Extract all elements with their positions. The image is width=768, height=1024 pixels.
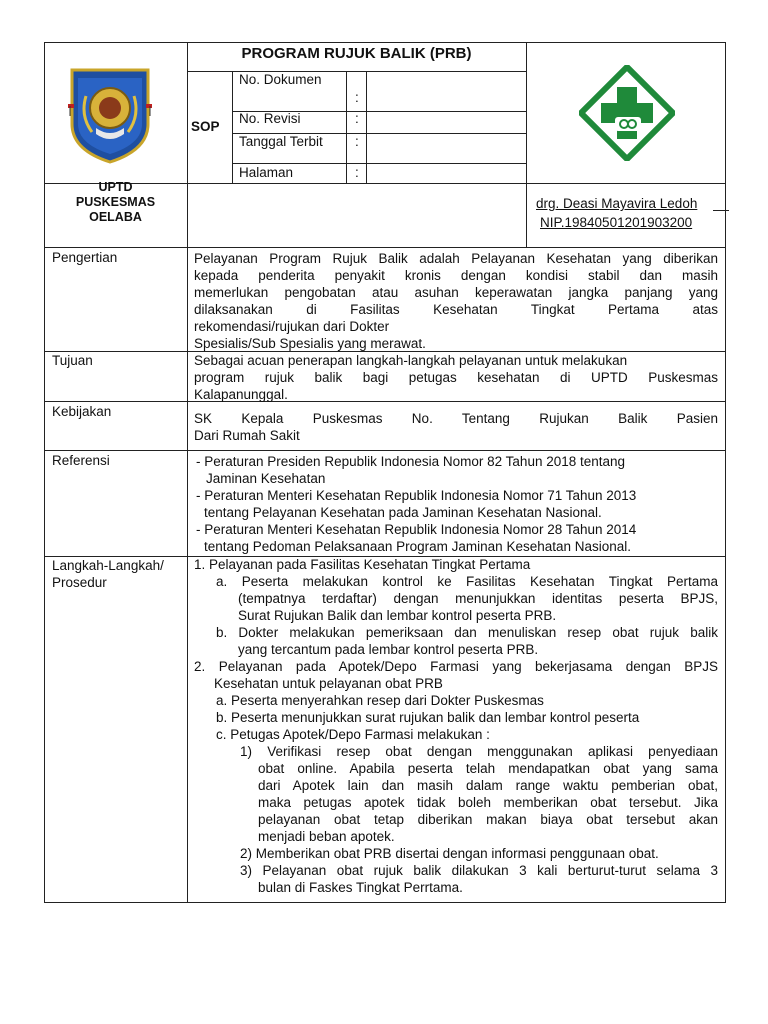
text-line: program rujuk balik bagi petugas kesehatan di UPTD Puskesmas: [194, 370, 718, 385]
text-line: maka petugas apotek tidak boleh memberikan obat tersebut. Jika: [258, 795, 718, 810]
text-line: 1) Verifikasi resep obat dengan menggunakan aplikasi penyediaan: [240, 744, 718, 759]
signer-underline-extension: [713, 210, 729, 211]
text-line: Jaminan Kesehatan: [206, 471, 326, 486]
text-line: dilaksanakan di Fasilitas Kesehatan Tingkat Pertama atas: [194, 302, 718, 317]
text-line: 1. Pelayanan pada Fasilitas Kesehatan Tingkat Pertama: [194, 557, 531, 572]
signer-column-divider: [526, 183, 527, 247]
signer-nip: NIP.19840501201903200: [540, 215, 693, 230]
text-line: rekomendasi/rujukan dari Dokter: [194, 319, 390, 334]
document-title: PROGRAM RUJUK BALIK (PRB): [241, 45, 472, 62]
text-line: dari Apotek lain dan masih dalam range waktu pemberian obat,: [258, 778, 718, 793]
text-line: Sebagai acuan penerapan langkah-langkah pelayanan untuk melakukan: [194, 353, 628, 368]
field-colon-divider: [346, 71, 347, 183]
field-label-no-dokumen: No. Dokumen: [239, 72, 322, 87]
field-label-no-revisi: No. Revisi: [239, 111, 301, 126]
puskesmas-logo: [579, 65, 675, 161]
table-border-top: [44, 42, 726, 43]
text-line: 2) Memberikan obat PRB disertai dengan informasi penggunaan obat.: [240, 846, 659, 861]
table-border-right: [725, 42, 726, 903]
org-line: OELABA: [89, 210, 142, 224]
field-label-tanggal-terbit: Tanggal Terbit: [239, 134, 323, 149]
text-line: Kalapanunggal.: [194, 387, 288, 402]
org-line: UPTD: [98, 180, 133, 194]
field-label-halaman: Halaman: [239, 165, 294, 180]
text-line: yang tercantum pada lembar kontrol peserta PRB.: [238, 642, 539, 657]
text-line: a. Peserta melakukan kontrol ke Fasilitas Kesehatan Tingkat Pertama: [216, 574, 718, 589]
text-line: memerlukan pengobatan atau asuhan keperawatan jangka panjang yang: [194, 285, 718, 300]
text-line: Surat Rujukan Balik dan lembar kontrol peserta PRB.: [238, 608, 557, 623]
text-line: - Peraturan Menteri Kesehatan Republik Indonesia Nomor 28 Tahun 2014: [196, 522, 637, 537]
table-border-bottom: [44, 902, 726, 903]
text-line: Spesialis/Sub Spesialis yang merawat.: [194, 336, 426, 351]
text-line: b. Dokter melakukan pemeriksaan dan menuliskan resep obat rujuk balik: [216, 625, 718, 640]
text-line: a. Peserta menyerahkan resep dari Dokter Puskesmas: [216, 693, 544, 708]
text-line: tentang Pelayanan Kesehatan pada Jaminan Kesehatan Nasional.: [204, 505, 602, 520]
text-line: kepada penderita penyakit kronis dengan kondisi stabil dan masih: [194, 268, 718, 283]
label-kebijakan: Kebijakan: [52, 404, 112, 419]
text-line: 3) Pelayanan obat rujuk balik dilakukan 3 kali berturut-turut selama 3: [240, 863, 718, 878]
label-line: Prosedur: [52, 575, 107, 590]
org-name: [44, 180, 187, 225]
text-line: tentang Pedoman Pelaksanaan Program Jaminan Kesehatan Nasional.: [204, 539, 632, 554]
text-line: b. Peserta menunjukkan surat rujukan balik dan lembar kontrol peserta: [216, 710, 640, 725]
label-tujuan: Tujuan: [52, 353, 93, 368]
field-colon-no-revisi: :: [355, 111, 359, 126]
org-column-divider: [187, 183, 188, 247]
text-line: (tempatnya terdaftar) dengan menunjukkan identitas peserta BPJS,: [238, 591, 718, 606]
tujuan-text: [194, 352, 718, 403]
field-colon-tanggal-terbit: :: [355, 134, 359, 149]
title-divider: [187, 71, 526, 72]
label-langkah: [52, 557, 184, 591]
text-line: Dari Rumah Sakit: [194, 428, 300, 443]
text-line: Pelayanan Program Rujuk Balik adalah Pelayanan Kesehatan yang diberikan: [194, 251, 718, 266]
field-row-divider-3: [232, 163, 526, 164]
text-line: SK Kepala Puskesmas No. Tentang Rujukan Balik Pasien: [194, 411, 718, 426]
text-line: pelayanan obat tetap diberikan makan biaya obat tersebut akan: [258, 812, 718, 827]
sop-column-divider: [232, 71, 233, 183]
row-line-pengertian: [44, 247, 726, 248]
regency-emblem-logo: [66, 66, 154, 164]
text-line: bulan di Faskes Tingkat Perrtama.: [258, 880, 463, 895]
sop-label: SOP: [191, 119, 220, 134]
langkah-text: [194, 556, 718, 896]
right-logo-divider: [526, 42, 527, 183]
text-line: Kesehatan untuk pelayanan obat PRB: [214, 676, 443, 691]
text-line: - Peraturan Presiden Republik Indonesia Nomor 82 Tahun 2018 tentang: [196, 454, 626, 469]
field-colon-no-dokumen: :: [355, 90, 359, 105]
text-line: - Peraturan Menteri Kesehatan Republik Indonesia Nomor 71 Tahun 2013: [196, 488, 637, 503]
pengertian-text: [194, 250, 718, 352]
field-colon-halaman: :: [355, 165, 359, 180]
kebijakan-text: [194, 410, 718, 444]
label-referensi: Referensi: [52, 453, 110, 468]
text-line: 2. Pelayanan pada Apotek/Depo Farmasi yang bekerjasama dengan BPJS: [194, 659, 718, 674]
table-border-left: [44, 42, 45, 903]
label-line: Langkah-Langkah/: [52, 558, 164, 573]
field-value-divider: [366, 71, 367, 183]
row-line-referensi: [44, 450, 726, 451]
text-line: c. Petugas Apotek/Depo Farmasi melakukan :: [216, 727, 490, 742]
text-line: obat online. Apabila peserta telah mendapatkan obat yang sama: [258, 761, 718, 776]
signer-name: drg. Deasi Mayavira Ledoh: [536, 196, 698, 211]
logo-column-divider: [187, 42, 188, 183]
label-pengertian: Pengertian: [52, 250, 118, 265]
text-line: menjadi beban apotek.: [258, 829, 395, 844]
referensi-text: [196, 453, 720, 555]
label-column-divider: [187, 247, 188, 903]
org-line: PUSKESMAS: [75, 195, 156, 209]
